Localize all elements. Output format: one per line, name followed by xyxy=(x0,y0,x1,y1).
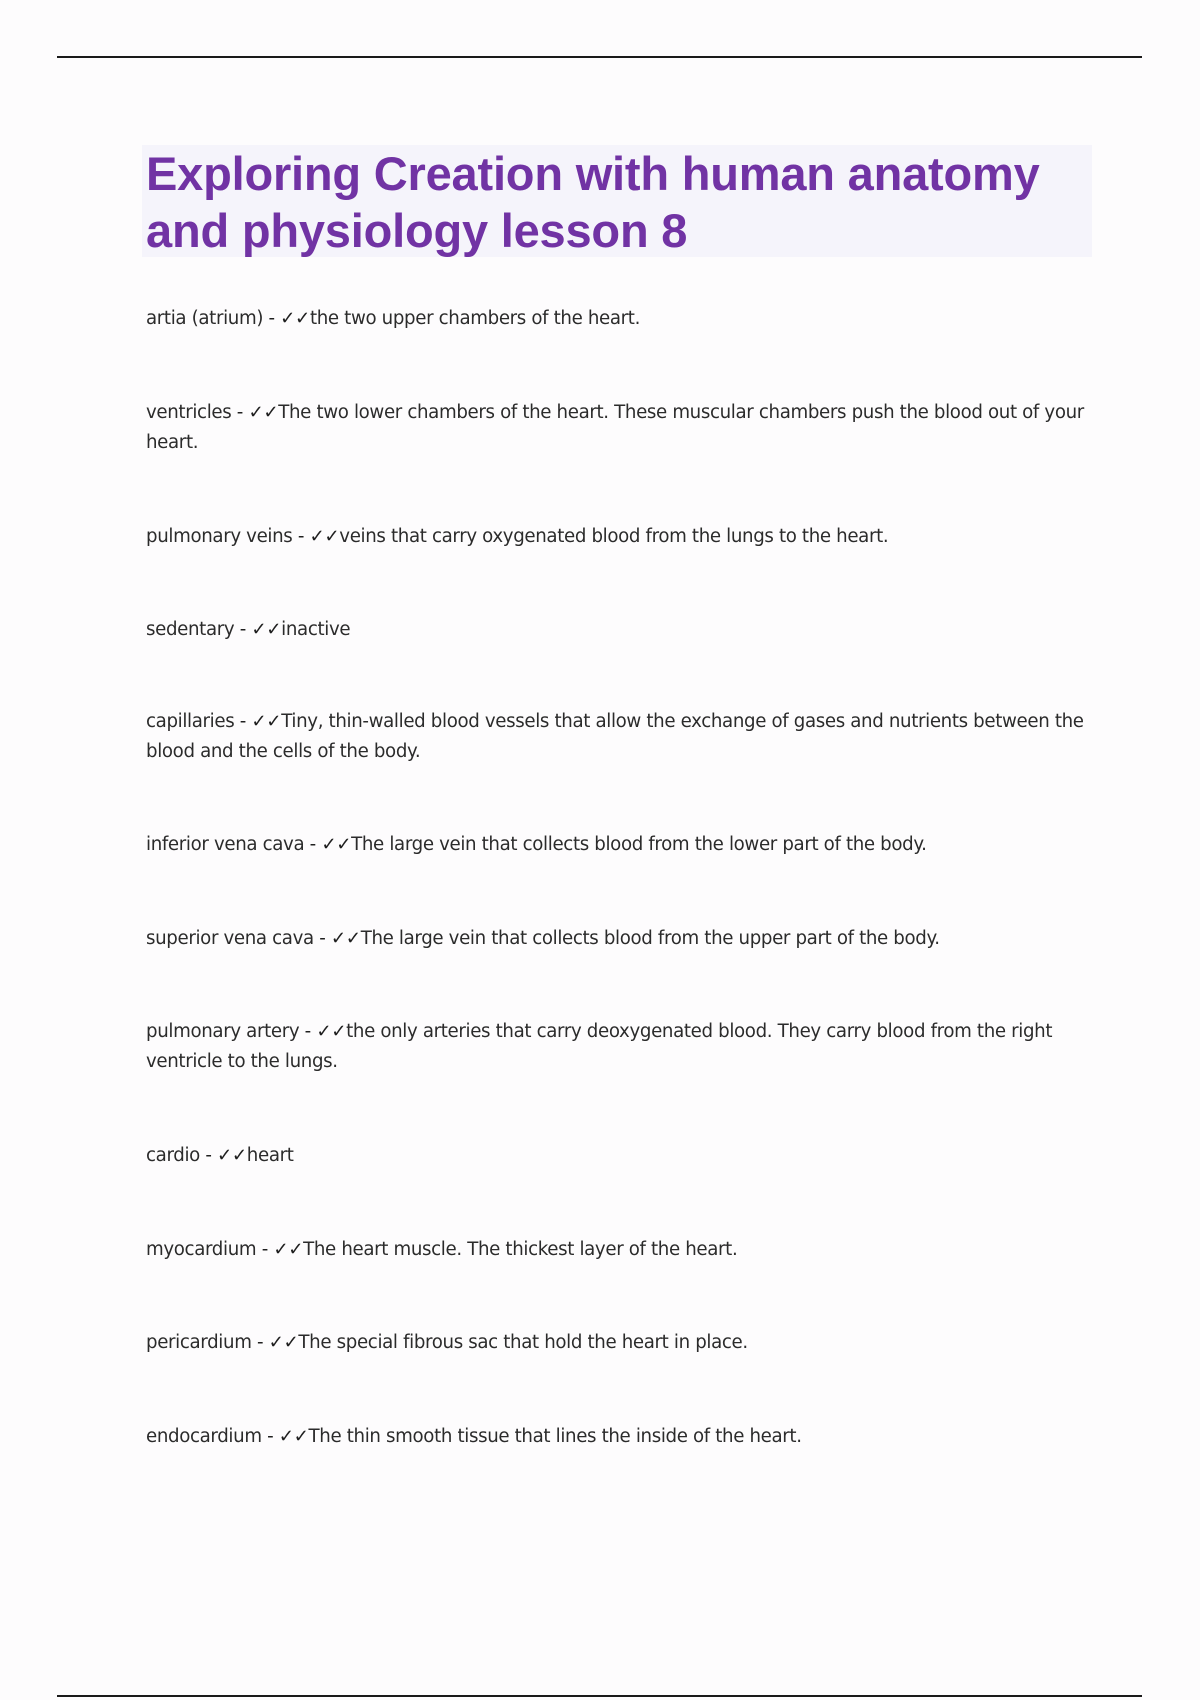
entry-superior-vena-cava xyxy=(146,924,1086,954)
entry-separator: - xyxy=(313,928,331,949)
entry-pulmonary-artery xyxy=(146,1017,1086,1077)
top-rule xyxy=(57,56,1142,58)
entry-definition: veins that carry oxygenated blood from the lungs to the heart. xyxy=(339,526,889,547)
entry-artia xyxy=(146,304,1086,334)
check-mark-icon: ✓✓ xyxy=(280,308,310,329)
entry-definition: inactive xyxy=(281,619,351,640)
entry-term: sedentary xyxy=(146,619,235,640)
entry-definition: The large vein that collects blood from the upper part of the body. xyxy=(360,928,940,949)
check-mark-icon: ✓✓ xyxy=(251,711,282,732)
entry-term: ventricles xyxy=(146,402,232,423)
entry-definition: The thin smooth tissue that lines the inside of the heart. xyxy=(308,1426,802,1447)
entry-separator: - xyxy=(263,308,281,329)
entry-pulmonary-veins xyxy=(146,522,1086,552)
check-mark-icon: ✓✓ xyxy=(217,1145,247,1166)
entry-separator: - xyxy=(199,1145,218,1166)
entry-term: pulmonary veins xyxy=(146,526,293,547)
entry-term: pericardium xyxy=(146,1332,252,1353)
entry-separator: - xyxy=(251,1332,269,1353)
check-mark-icon: ✓✓ xyxy=(316,1021,347,1042)
entry-term: capillaries xyxy=(146,711,235,732)
check-mark-icon: ✓✓ xyxy=(330,928,361,949)
entry-definition: the two upper chambers of the heart. xyxy=(309,308,640,329)
entry-definition: the only arteries that carry deoxygenated blood. They carry blood from the right ventricle to the lungs. xyxy=(146,1021,1053,1072)
check-mark-icon: ✓✓ xyxy=(251,619,282,640)
check-mark-icon: ✓✓ xyxy=(248,402,279,423)
entry-definition: The two lower chambers of the heart. These muscular chambers push the blood out of your heart. xyxy=(146,402,1084,453)
entry-definition: The large vein that collects blood from the lower part of the body. xyxy=(351,834,927,855)
entry-term: cardio xyxy=(146,1145,200,1166)
entry-term: pulmonary artery xyxy=(146,1021,300,1042)
entry-ventricles xyxy=(146,398,1086,458)
entry-myocardium xyxy=(146,1235,1086,1265)
title-box xyxy=(142,145,1092,257)
entry-separator: - xyxy=(234,619,252,640)
entry-separator: - xyxy=(234,711,252,732)
entry-definition: Tiny, thin-walled blood vessels that allow the exchange of gases and nutrients between the blood and the cells of the body. xyxy=(146,711,1084,762)
entry-separator: - xyxy=(231,402,249,423)
entry-term: endocardium xyxy=(146,1426,262,1447)
entry-definition: heart xyxy=(246,1145,294,1166)
entry-term: inferior vena cava xyxy=(146,834,305,855)
entry-definition: The special fibrous sac that hold the heart in place. xyxy=(298,1332,748,1353)
bottom-rule xyxy=(57,1695,1142,1697)
entry-separator: - xyxy=(304,834,322,855)
entry-definition: The heart muscle. The thickest layer of the heart. xyxy=(303,1239,738,1260)
entry-endocardium xyxy=(146,1422,1086,1452)
document-title: Exploring Creation with human anatomy and physiology lesson 8 xyxy=(146,147,1040,257)
entry-separator: - xyxy=(292,526,310,547)
entry-term: superior vena cava xyxy=(146,928,314,949)
check-mark-icon: ✓✓ xyxy=(273,1239,304,1260)
check-mark-icon: ✓✓ xyxy=(268,1332,299,1353)
entry-sedentary xyxy=(146,615,1086,645)
entry-pericardium xyxy=(146,1328,1086,1358)
entry-term: artia (atrium) xyxy=(146,308,264,329)
entry-separator: - xyxy=(299,1021,317,1042)
check-mark-icon: ✓✓ xyxy=(309,526,340,547)
entry-cardio xyxy=(146,1141,1086,1171)
entry-separator: - xyxy=(261,1426,279,1447)
check-mark-icon: ✓✓ xyxy=(321,834,352,855)
entry-separator: - xyxy=(256,1239,274,1260)
check-mark-icon: ✓✓ xyxy=(278,1426,309,1447)
entry-term: myocardium xyxy=(146,1239,257,1260)
entry-capillaries xyxy=(146,707,1086,767)
entry-inferior-vena-cava xyxy=(146,830,1086,860)
